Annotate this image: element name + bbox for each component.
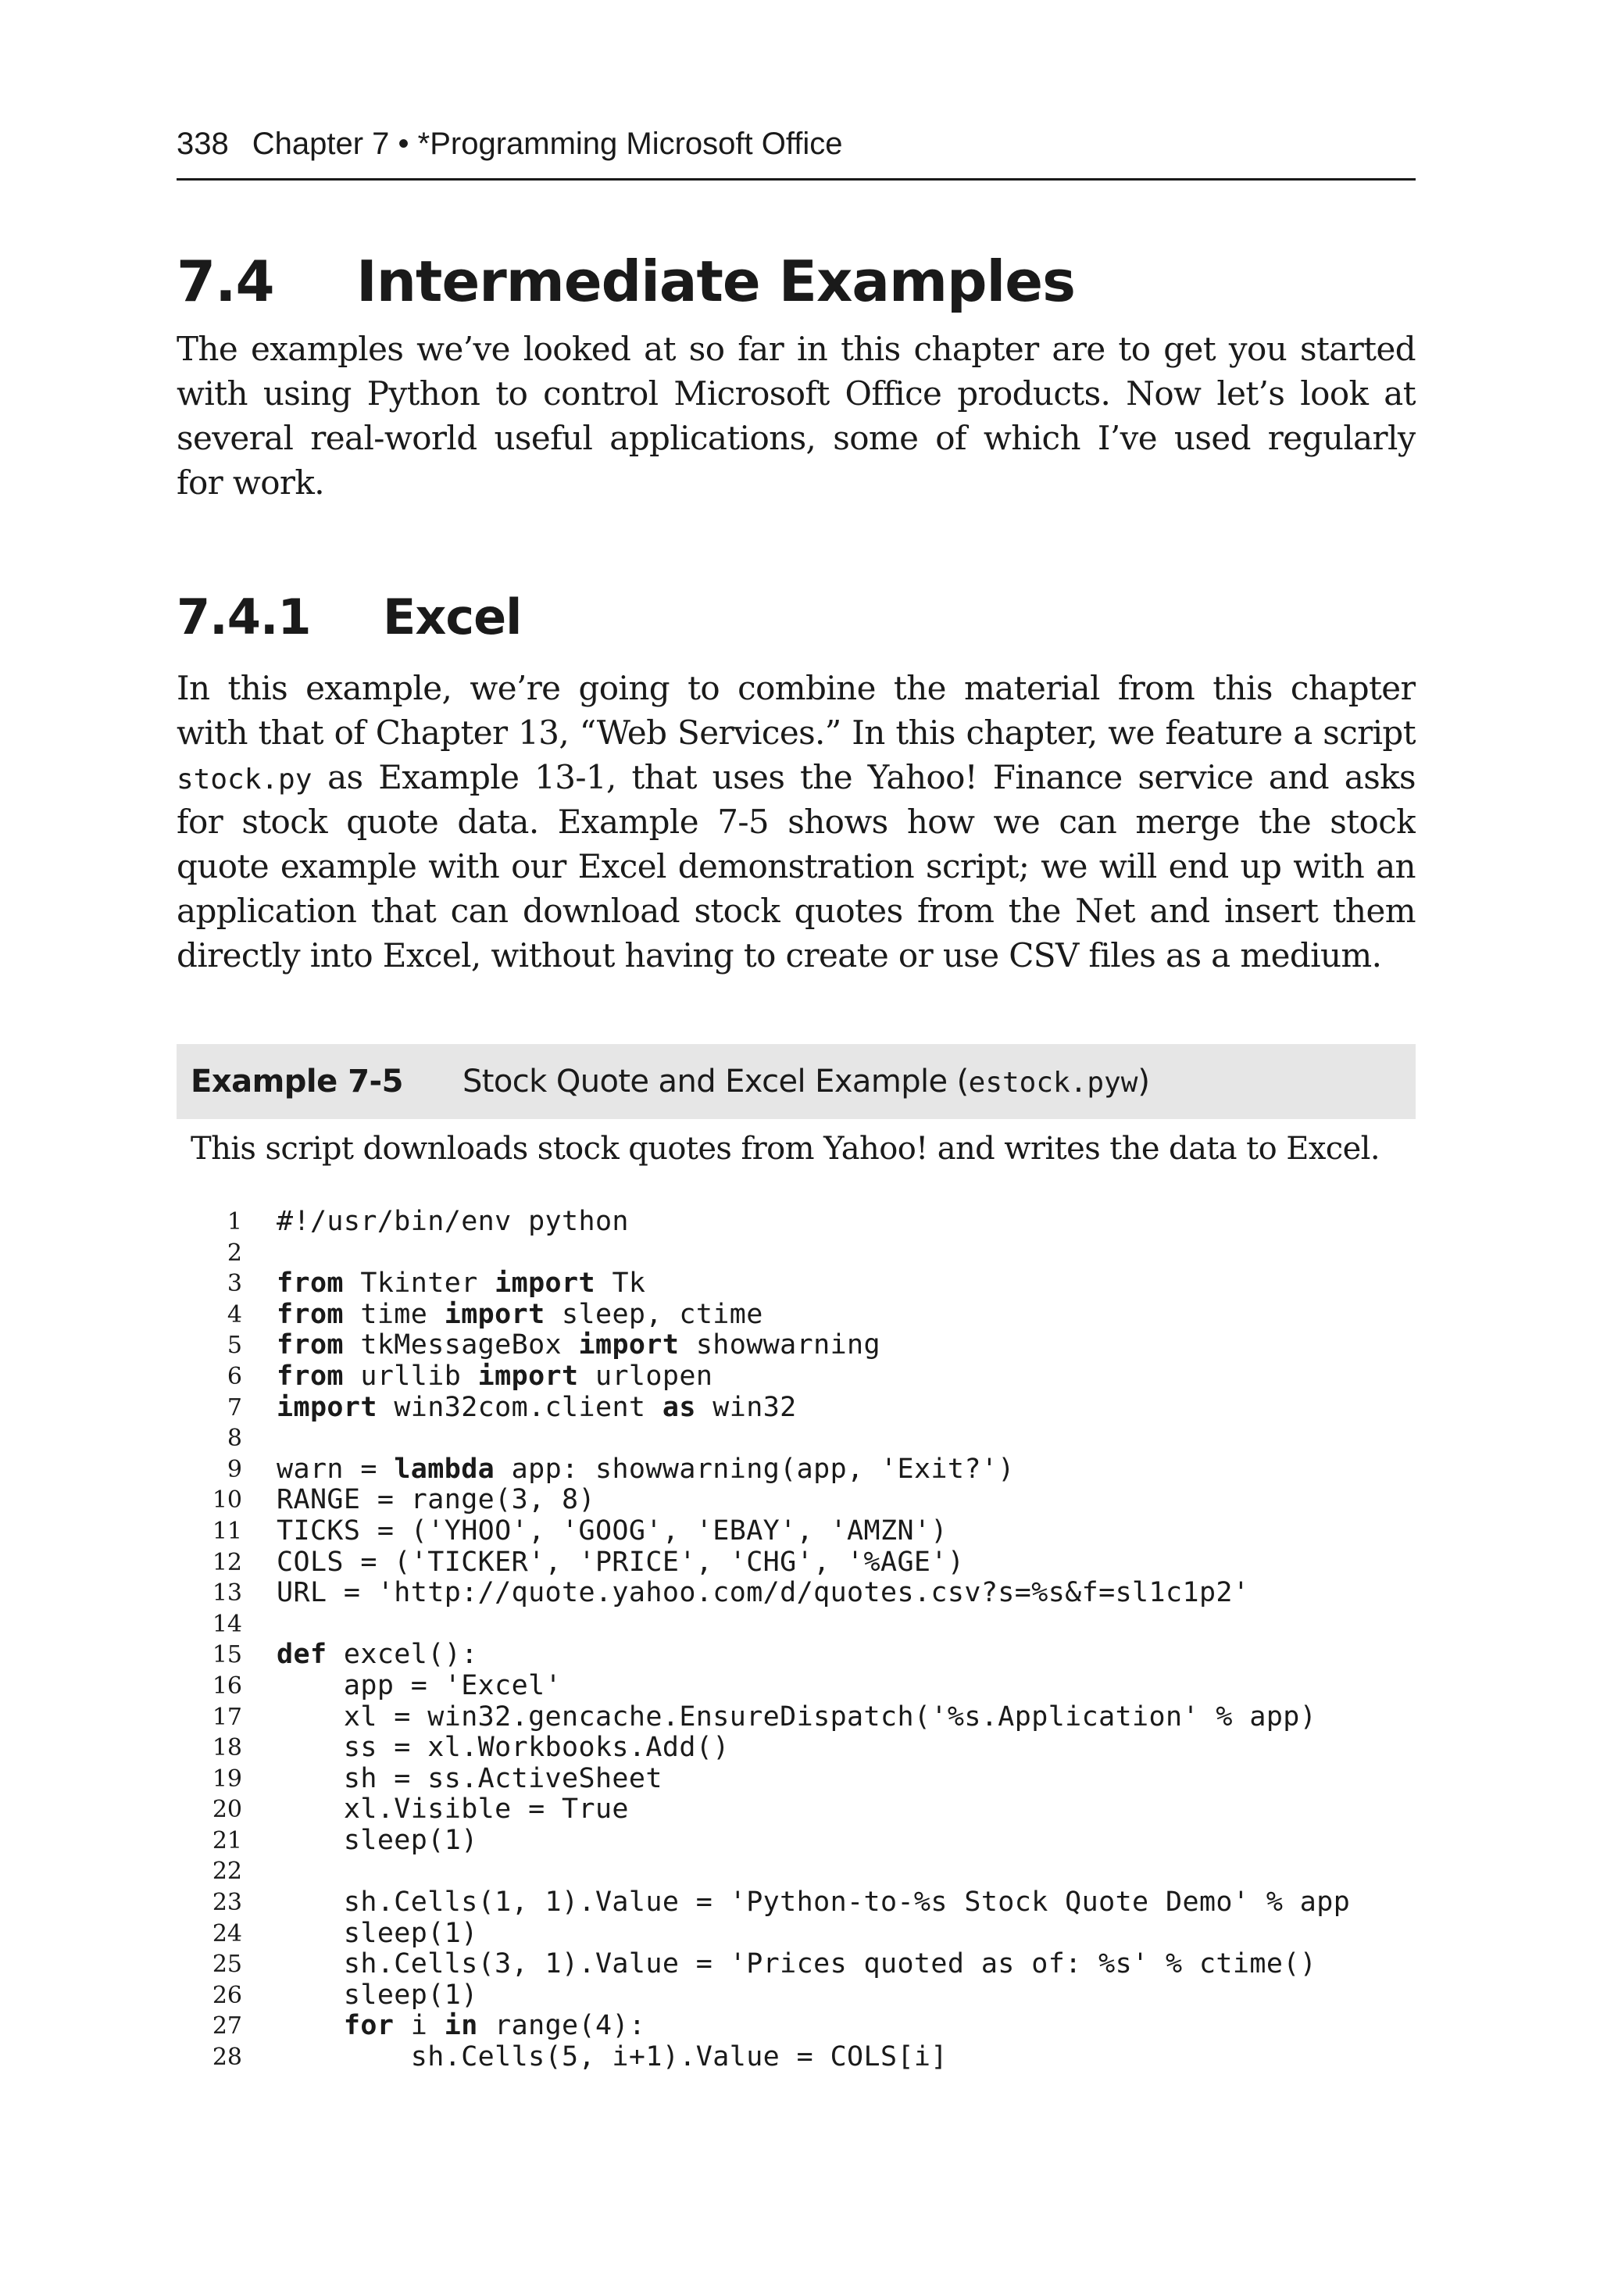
line-number: 2 bbox=[227, 1239, 242, 1267]
example-title bbox=[462, 1044, 1149, 1121]
code-text bbox=[277, 1207, 629, 1238]
code-token: sleep(1) bbox=[277, 1824, 478, 1856]
code-token: #!/usr/bin/env python bbox=[277, 1206, 629, 1237]
paragraph-line bbox=[177, 755, 1416, 799]
line-number: 14 bbox=[212, 1610, 242, 1638]
code-text bbox=[277, 1671, 562, 1702]
code-line bbox=[177, 1516, 1416, 1547]
line-number: 17 bbox=[212, 1703, 242, 1731]
code-keyword: def bbox=[277, 1639, 327, 1671]
running-head bbox=[177, 123, 1416, 164]
section-title: Intermediate Examples bbox=[356, 249, 1075, 314]
line-number: 4 bbox=[227, 1300, 242, 1329]
code-text bbox=[277, 1454, 1015, 1486]
code-token: sleep(1) bbox=[277, 1979, 478, 2011]
code-keyword: import bbox=[578, 1329, 680, 1361]
code-line bbox=[177, 2042, 1416, 2073]
code-line bbox=[177, 1826, 1416, 1857]
code-line bbox=[177, 1609, 1416, 1640]
paragraph-line: quote example with our Excel demonstration script; we will end up with an bbox=[177, 847, 1416, 885]
code-line bbox=[177, 1361, 1416, 1393]
code-token: URL = 'http://quote.yahoo.com/d/quotes.csv?s=%s&f=sl1c1p2' bbox=[277, 1577, 1250, 1609]
example-label: Example 7-5 bbox=[191, 1064, 403, 1100]
code-token: urlopen bbox=[578, 1360, 713, 1392]
code-token: sh = ss.ActiveSheet bbox=[277, 1762, 662, 1794]
code-token: app = 'Excel' bbox=[277, 1669, 562, 1701]
line-number: 12 bbox=[212, 1548, 242, 1576]
line-number: 10 bbox=[212, 1486, 242, 1515]
code-text bbox=[277, 1949, 1316, 1980]
line-number: 18 bbox=[212, 1734, 242, 1762]
code-keyword: from bbox=[277, 1329, 344, 1361]
code-text bbox=[277, 1919, 478, 1950]
line-number: 24 bbox=[212, 1919, 242, 1947]
line-number: 16 bbox=[212, 1672, 242, 1700]
line-number: 6 bbox=[227, 1362, 242, 1390]
code-keyword: lambda bbox=[394, 1453, 495, 1485]
section-heading bbox=[177, 249, 1075, 314]
code-line bbox=[177, 2011, 1416, 2042]
example-filename: estock.pyw bbox=[968, 1067, 1138, 1099]
code-text bbox=[277, 1361, 712, 1393]
code-line bbox=[177, 1485, 1416, 1516]
code-token: ss = xl.Workbooks.Add() bbox=[277, 1732, 730, 1764]
code-line bbox=[177, 1671, 1416, 1702]
section-number: 7.4 bbox=[177, 249, 274, 314]
code-text bbox=[277, 2042, 948, 2073]
code-keyword: from bbox=[277, 1298, 344, 1330]
paragraph-line: directly into Excel, without having to create or use CSV files as a medium. bbox=[177, 936, 1382, 975]
code-listing bbox=[177, 1207, 1416, 2073]
paragraph-line: for stock quote data. Example 7-5 shows how we can merge the stock bbox=[177, 803, 1416, 841]
line-number: 9 bbox=[227, 1455, 242, 1483]
line-number: 11 bbox=[212, 1517, 242, 1545]
code-token: xl.Visible = True bbox=[277, 1794, 629, 1826]
code-line bbox=[177, 1764, 1416, 1795]
code-text bbox=[277, 1300, 763, 1331]
code-line bbox=[177, 1919, 1416, 1950]
code-token: app: showwarning(app, 'Exit?') bbox=[495, 1453, 1015, 1485]
code-text bbox=[277, 1826, 478, 1857]
line-number: 3 bbox=[227, 1270, 242, 1298]
line-number: 25 bbox=[212, 1951, 242, 1979]
line-number: 15 bbox=[212, 1641, 242, 1669]
code-token: sh.Cells(3, 1).Value = 'Prices quoted as of: %s' % ctime() bbox=[277, 1948, 1317, 1980]
line-number: 21 bbox=[212, 1826, 242, 1854]
code-text bbox=[277, 1702, 1316, 1733]
paragraph-line: application that can download stock quotes from the Net and insert them bbox=[177, 892, 1416, 930]
line-number: 26 bbox=[212, 1981, 242, 2009]
code-token: Tkinter bbox=[343, 1268, 495, 1300]
paragraph-line: with using Python to control Microsoft Office products. Now let’s look at bbox=[177, 374, 1416, 413]
code-keyword: import bbox=[477, 1360, 579, 1392]
line-number: 13 bbox=[212, 1579, 242, 1608]
code-keyword: import bbox=[277, 1391, 377, 1423]
code-text bbox=[277, 1794, 629, 1826]
code-token: warn = bbox=[277, 1453, 395, 1485]
subsection-number: 7.4.1 bbox=[177, 588, 311, 646]
paragraph-line: for work. bbox=[177, 463, 324, 502]
paragraph-line-text: as Example 13-1, that uses the Yahoo! Finance service and asks bbox=[312, 758, 1416, 796]
code-token: win32 bbox=[695, 1391, 797, 1423]
code-token: tkMessageBox bbox=[343, 1329, 579, 1361]
code-token: time bbox=[343, 1298, 445, 1330]
code-line bbox=[177, 1547, 1416, 1579]
code-token: Tk bbox=[595, 1268, 646, 1300]
code-line bbox=[177, 1733, 1416, 1764]
code-line bbox=[177, 1454, 1416, 1486]
header-rule bbox=[177, 178, 1416, 181]
code-line bbox=[177, 1980, 1416, 2012]
code-text bbox=[277, 1980, 478, 2012]
code-token bbox=[277, 2010, 344, 2041]
code-token: range(4): bbox=[477, 2010, 646, 2042]
line-number: 20 bbox=[212, 1796, 242, 1824]
code-line bbox=[177, 1702, 1416, 1733]
code-line bbox=[177, 1330, 1416, 1361]
code-text bbox=[277, 1640, 478, 1671]
code-text bbox=[277, 1887, 1350, 1919]
code-line bbox=[177, 1578, 1416, 1609]
code-token: COLS = ('TICKER', 'PRICE', 'CHG', '%AGE') bbox=[277, 1546, 965, 1578]
subsection-heading bbox=[177, 588, 521, 647]
code-text bbox=[277, 1393, 797, 1424]
code-text bbox=[277, 1485, 595, 1516]
code-line bbox=[177, 1300, 1416, 1331]
code-line bbox=[177, 1640, 1416, 1671]
paragraph-line: several real-world useful applications, some of which I’ve used regularly bbox=[177, 419, 1416, 457]
code-token: sleep(1) bbox=[277, 1917, 478, 1949]
code-text bbox=[277, 1764, 662, 1795]
paragraph-line: with that of Chapter 13, “Web Services.” In this chapter, we feature a script bbox=[177, 713, 1416, 752]
code-token: TICKS = ('YHOO', 'GOOG', 'EBAY', 'AMZN') bbox=[277, 1515, 948, 1547]
code-token: excel(): bbox=[327, 1639, 478, 1671]
excel-paragraph bbox=[177, 666, 1416, 978]
code-text bbox=[277, 1516, 948, 1547]
line-number: 22 bbox=[212, 1858, 242, 1886]
line-number: 8 bbox=[227, 1425, 242, 1453]
inline-code-filename: stock.py bbox=[177, 764, 312, 796]
code-text bbox=[277, 1330, 880, 1361]
code-token: sh.Cells(5, i+1).Value = COLS[i] bbox=[277, 2041, 948, 2073]
code-keyword: in bbox=[444, 2010, 478, 2042]
example-description: This script downloads stock quotes from Yahoo! and writes the data to Excel. bbox=[191, 1131, 1380, 1167]
code-line bbox=[177, 1949, 1416, 1980]
code-line bbox=[177, 1393, 1416, 1424]
example-title-text: Stock Quote and Excel Example ( bbox=[462, 1064, 969, 1100]
subsection-title: Excel bbox=[383, 588, 522, 646]
code-token: RANGE = range(3, 8) bbox=[277, 1484, 595, 1516]
code-line bbox=[177, 1268, 1416, 1300]
code-line bbox=[177, 1794, 1416, 1826]
code-keyword: import bbox=[495, 1268, 595, 1300]
code-line bbox=[177, 1207, 1416, 1238]
chapter-title: Chapter 7 • *Programming Microsoft Office bbox=[252, 127, 843, 161]
code-line bbox=[177, 1856, 1416, 1887]
code-text bbox=[277, 1547, 964, 1579]
line-number: 19 bbox=[212, 1765, 242, 1793]
paragraph-line: In this example, we’re going to combine the material from this chapter bbox=[177, 669, 1416, 707]
code-token: sleep, ctime bbox=[545, 1298, 763, 1330]
code-text bbox=[277, 1733, 730, 1764]
line-number: 5 bbox=[227, 1332, 242, 1360]
intro-paragraph bbox=[177, 327, 1416, 505]
line-number: 23 bbox=[212, 1889, 242, 1917]
code-line bbox=[177, 1887, 1416, 1919]
example-title-close: ) bbox=[1138, 1064, 1150, 1100]
code-token: showwarning bbox=[679, 1329, 881, 1361]
code-token: urllib bbox=[343, 1360, 478, 1392]
code-token: xl = win32.gencache.EnsureDispatch('%s.Application' % app) bbox=[277, 1701, 1317, 1733]
paragraph-line: The examples we’ve looked at so far in this chapter are to get you started bbox=[177, 330, 1416, 368]
code-keyword: from bbox=[277, 1360, 344, 1392]
code-line bbox=[177, 1238, 1416, 1269]
code-line bbox=[177, 1423, 1416, 1454]
line-number: 27 bbox=[212, 2012, 242, 2040]
code-token: i bbox=[394, 2010, 445, 2042]
code-token: win32com.client bbox=[377, 1391, 662, 1423]
code-text bbox=[277, 2011, 645, 2042]
code-token: sh.Cells(1, 1).Value = 'Python-to-%s Stock Quote Demo' % app bbox=[277, 1887, 1351, 1919]
page-number: 338 bbox=[177, 127, 229, 161]
code-keyword: as bbox=[662, 1391, 696, 1423]
example-caption-bar bbox=[177, 1044, 1416, 1119]
line-number: 1 bbox=[227, 1208, 242, 1236]
code-keyword: import bbox=[444, 1298, 545, 1330]
code-text bbox=[277, 1268, 645, 1300]
line-number: 7 bbox=[227, 1393, 242, 1422]
line-number: 28 bbox=[212, 2044, 242, 2072]
code-keyword: from bbox=[277, 1268, 344, 1300]
code-keyword: for bbox=[343, 2010, 395, 2042]
code-text bbox=[277, 1578, 1249, 1609]
